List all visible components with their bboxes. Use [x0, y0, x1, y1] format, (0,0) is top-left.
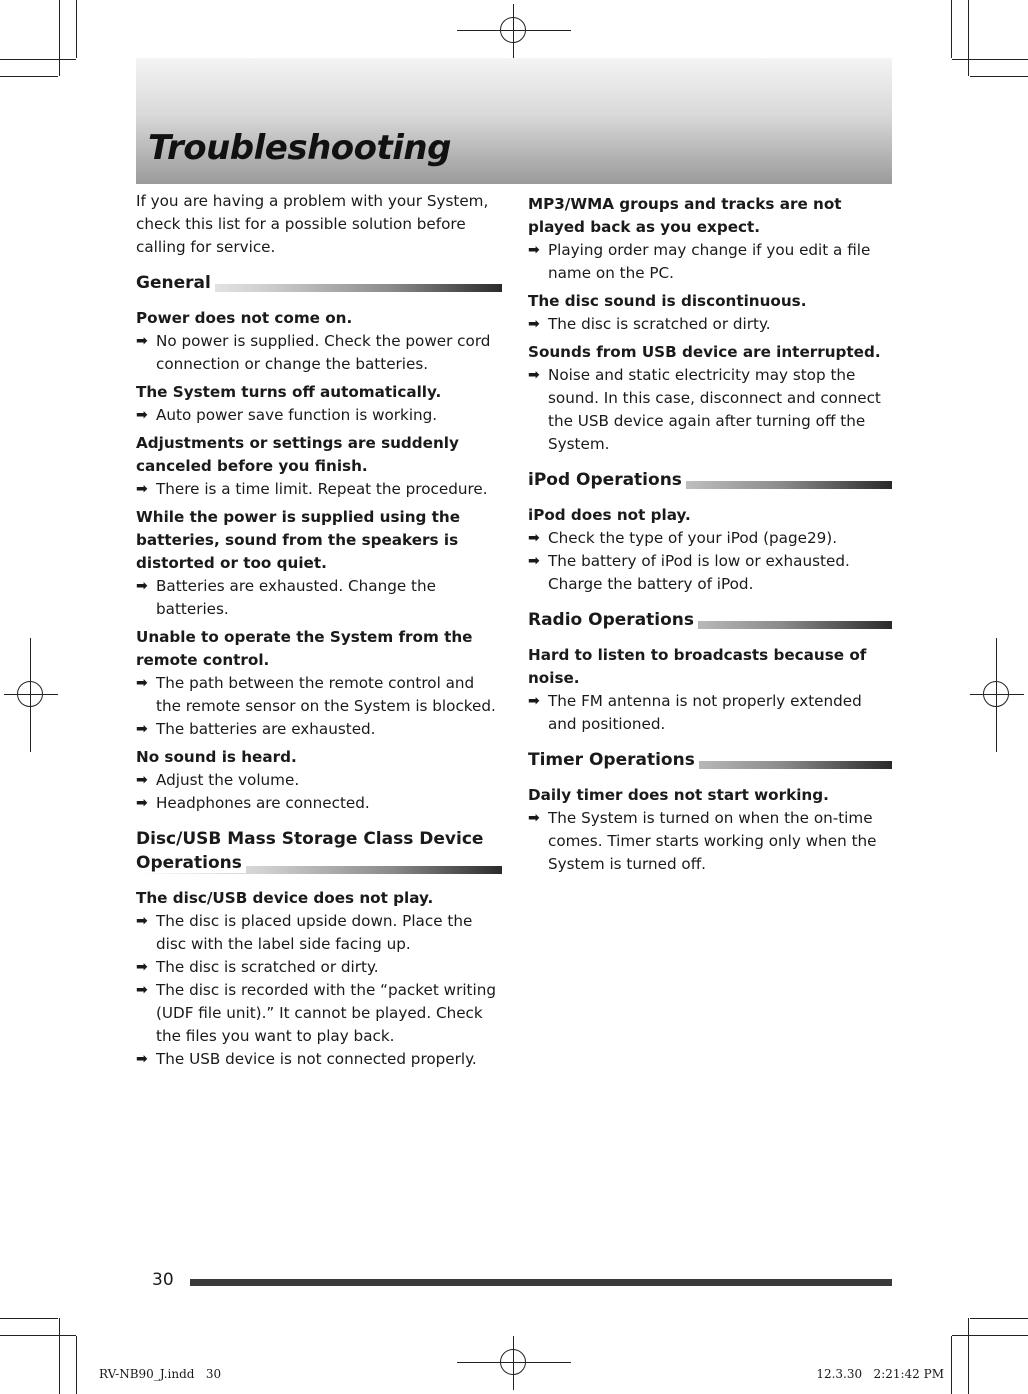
section-heading — [528, 748, 892, 772]
crop-mark — [76, 0, 77, 58]
crop-mark — [76, 1336, 77, 1394]
arrow-icon: ➡ — [136, 578, 148, 594]
section-heading — [528, 608, 892, 632]
problem-item — [528, 341, 892, 456]
arrow-icon: ➡ — [136, 407, 148, 423]
problem-question: Adjustments or settings are suddenly canceled before you finish. — [136, 434, 459, 475]
problem-question: Power does not come on. — [136, 309, 353, 327]
solution-label: The System is turned on when the on-time comes. Timer starts working only when the System is turned off. — [548, 809, 877, 873]
page-title: Troubleshooting — [148, 128, 451, 168]
solution-text — [528, 527, 892, 550]
problem-question: The disc/USB device does not play. — [136, 889, 434, 907]
problem-item — [528, 784, 892, 876]
problem-item — [528, 644, 892, 736]
arrow-icon: ➡ — [528, 242, 540, 258]
problem-question: Daily timer does not start working. — [528, 786, 829, 804]
registration-mark — [487, 4, 541, 58]
problem-item — [136, 626, 502, 741]
arrow-icon: ➡ — [136, 333, 148, 349]
section-heading — [136, 827, 502, 875]
page-header — [136, 58, 892, 184]
solution-label: Check the type of your iPod (page29). — [548, 529, 838, 547]
problem-item — [528, 290, 892, 336]
crop-mark — [951, 0, 952, 58]
crop-mark — [970, 76, 1028, 77]
arrow-icon: ➡ — [136, 675, 148, 691]
problem-item — [136, 887, 502, 1071]
crop-mark — [952, 59, 1028, 60]
solution-text — [528, 239, 892, 285]
solution-label: The battery of iPod is low or exhausted. Charge the battery of iPod. — [548, 552, 850, 593]
problem-question: Sounds from USB device are interrupted. — [528, 343, 881, 361]
solution-label: Headphones are connected. — [156, 794, 370, 812]
section-title: General — [136, 273, 215, 293]
solution-label: The disc is scratched or dirty. — [548, 315, 771, 333]
registration-mark — [970, 668, 1024, 722]
solution-label: The USB device is not connected properly. — [156, 1050, 477, 1068]
crop-mark — [970, 1318, 1028, 1319]
solution-text — [136, 1048, 502, 1071]
solution-text — [136, 575, 502, 621]
section-title: Disc/USB Mass Storage Class Device Operations — [136, 829, 484, 873]
arrow-icon: ➡ — [136, 913, 148, 929]
crop-mark — [951, 1336, 952, 1394]
solution-label: No power is supplied. Check the power cord connection or change the batteries. — [156, 332, 491, 373]
solution-label: The disc is recorded with the “packet writing (UDF file unit).” It cannot be played. Check the files you want to play back. — [156, 981, 496, 1045]
problem-item — [136, 307, 502, 376]
solution-text — [136, 956, 502, 979]
intro-paragraph: If you are having a problem with your System, check this list for a possible solution before calling for service. — [136, 192, 489, 256]
arrow-icon: ➡ — [528, 810, 540, 826]
arrow-icon: ➡ — [528, 316, 540, 332]
solution-label: The path between the remote control and the remote sensor on the System is blocked. — [156, 674, 496, 715]
problem-question: MP3/WMA groups and tracks are not played back as you expect. — [528, 195, 842, 236]
solution-label: The disc is placed upside down. Place the disc with the label side facing up. — [156, 912, 473, 953]
arrow-icon: ➡ — [528, 530, 540, 546]
crop-mark — [0, 59, 76, 60]
problem-question: The System turns off automatically. — [136, 383, 442, 401]
solution-text — [528, 690, 892, 736]
arrow-icon: ➡ — [528, 367, 540, 383]
solution-text — [136, 792, 502, 815]
solution-text — [528, 550, 892, 596]
arrow-icon: ➡ — [528, 693, 540, 709]
section-title: Timer Operations — [528, 750, 699, 770]
solution-text — [136, 672, 502, 718]
problem-question: No sound is heard. — [136, 748, 297, 766]
crop-mark — [0, 1318, 58, 1319]
arrow-icon: ➡ — [136, 721, 148, 737]
solution-text — [136, 330, 502, 376]
arrow-icon: ➡ — [136, 772, 148, 788]
file-slug: RV-NB90_J.indd 30 — [99, 1367, 222, 1381]
solution-label: The disc is scratched or dirty. — [156, 958, 379, 976]
crop-mark — [968, 0, 969, 76]
arrow-icon: ➡ — [136, 982, 148, 998]
left-column — [136, 190, 502, 1071]
registration-mark — [487, 1336, 541, 1390]
solution-text — [136, 769, 502, 792]
solution-text — [136, 979, 502, 1048]
arrow-icon: ➡ — [136, 959, 148, 975]
solution-text — [528, 807, 892, 876]
problem-item — [136, 381, 502, 427]
problem-item — [136, 432, 502, 501]
solution-text — [136, 478, 502, 501]
crop-mark — [968, 1318, 969, 1394]
problem-item — [528, 504, 892, 596]
solution-text — [528, 364, 892, 456]
page-number: 30 — [152, 1270, 174, 1290]
solution-label: The FM antenna is not properly extended and positioned. — [548, 692, 862, 733]
solution-label: Batteries are exhausted. Change the batteries. — [156, 577, 436, 618]
problem-question: Unable to operate the System from the remote control. — [136, 628, 473, 669]
problem-item — [136, 746, 502, 815]
arrow-icon: ➡ — [136, 1051, 148, 1067]
solution-label: Adjust the volume. — [156, 771, 300, 789]
crop-mark — [59, 1318, 60, 1394]
section-title: Radio Operations — [528, 610, 698, 630]
solution-label: Playing order may change if you edit a file name on the PC. — [548, 241, 871, 282]
problem-item — [528, 193, 892, 285]
problem-question: iPod does not play. — [528, 506, 691, 524]
arrow-icon: ➡ — [528, 553, 540, 569]
timestamp-slug: 12.3.30 2:21:42 PM — [816, 1367, 944, 1381]
solution-text — [136, 404, 502, 427]
section-title: iPod Operations — [528, 470, 686, 490]
section-heading — [136, 271, 502, 295]
arrow-icon: ➡ — [136, 481, 148, 497]
problem-item — [136, 506, 502, 621]
arrow-icon: ➡ — [136, 795, 148, 811]
solution-text — [136, 718, 502, 741]
solution-label: The batteries are exhausted. — [156, 720, 376, 738]
section-heading — [528, 468, 892, 492]
crop-mark — [952, 1335, 1028, 1336]
solution-label: There is a time limit. Repeat the procedure. — [156, 480, 488, 498]
right-column — [528, 193, 892, 876]
crop-mark — [0, 76, 58, 77]
problem-question: While the power is supplied using the batteries, sound from the speakers is distorted or too quiet. — [136, 508, 461, 572]
problem-question: The disc sound is discontinuous. — [528, 292, 807, 310]
footer-rule — [190, 1279, 892, 1286]
crop-mark — [0, 1335, 76, 1336]
crop-mark — [59, 0, 60, 76]
solution-text — [136, 910, 502, 956]
solution-text — [528, 313, 892, 336]
solution-label: Auto power save function is working. — [156, 406, 438, 424]
solution-label: Noise and static electricity may stop the sound. In this case, disconnect and connect the USB device again after turning off the System. — [548, 366, 881, 453]
problem-question: Hard to listen to broadcasts because of noise. — [528, 646, 867, 687]
registration-mark — [4, 668, 58, 722]
